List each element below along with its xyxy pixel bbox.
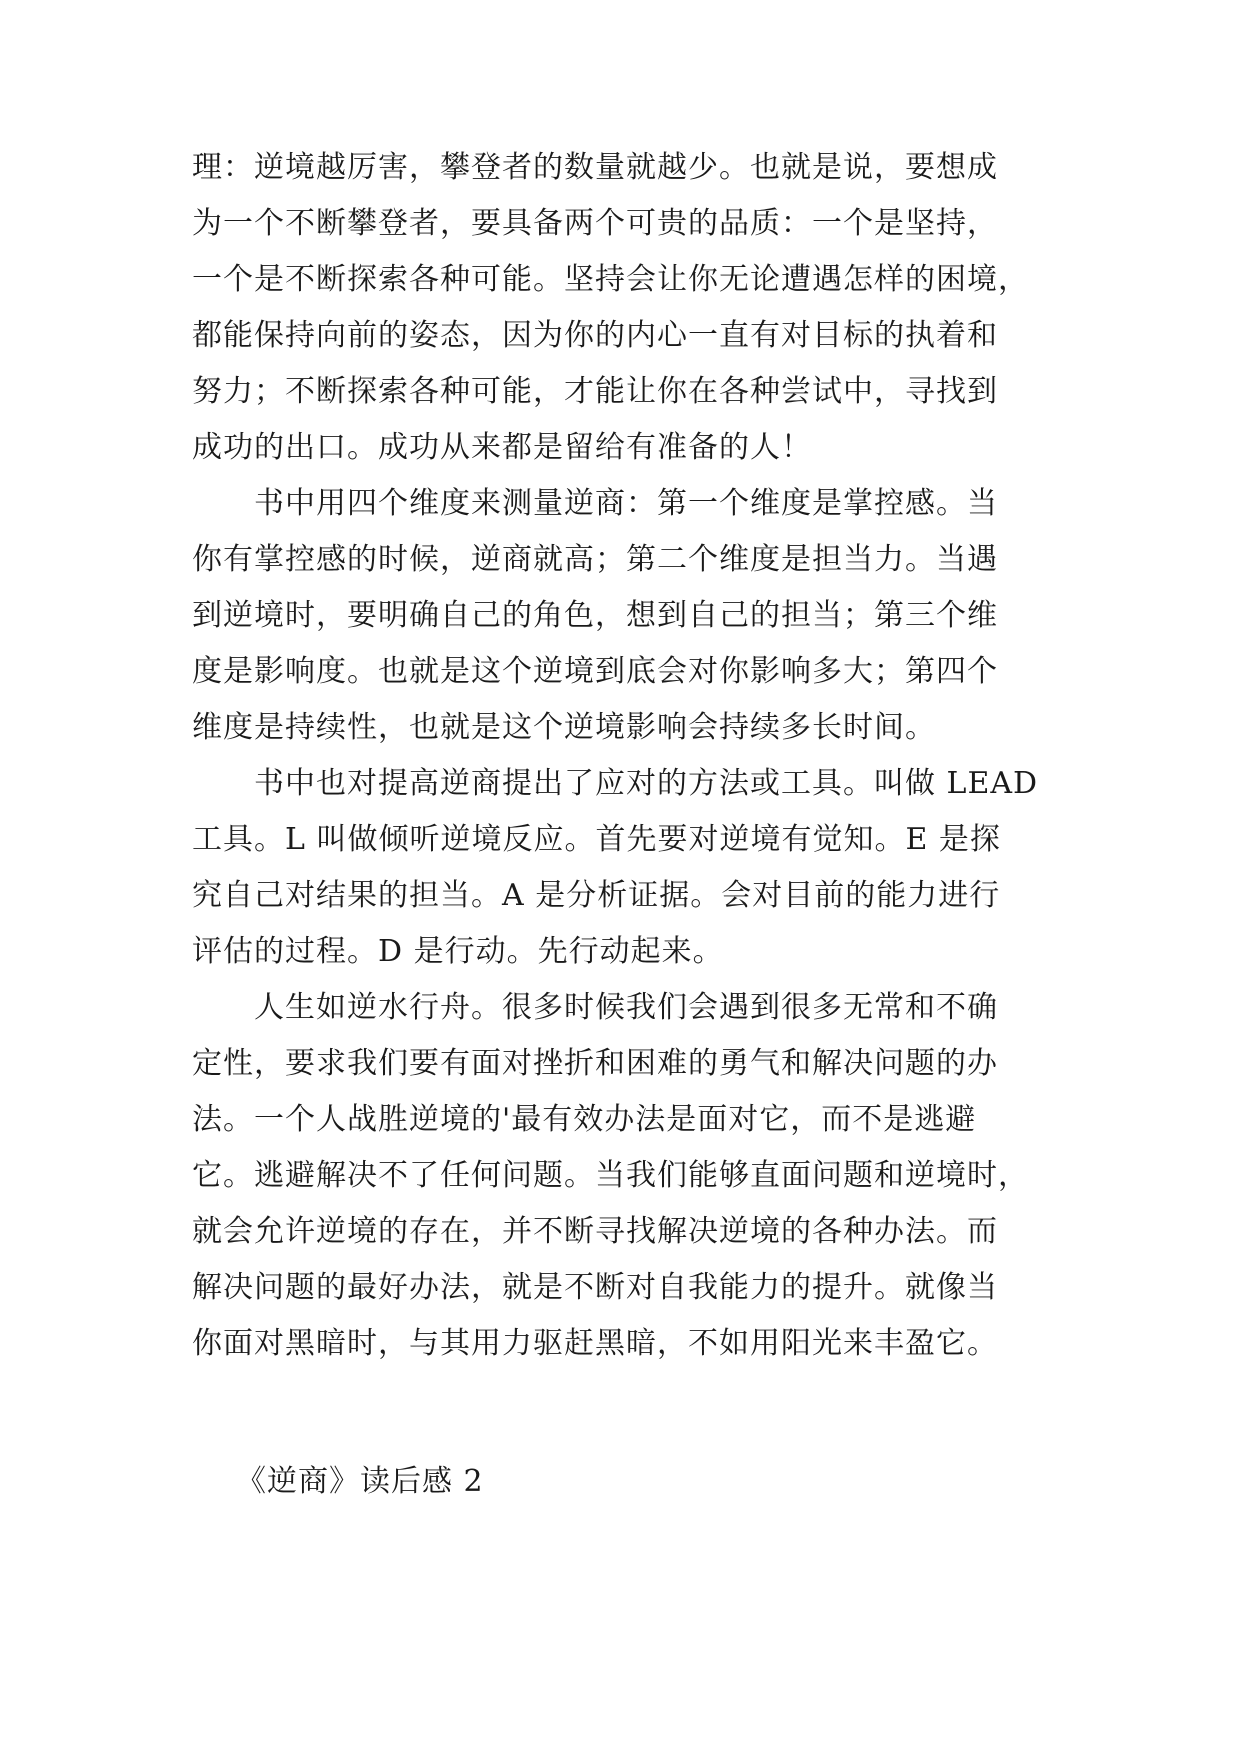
- paragraph-1-line-5: 努力；不断探索各种可能，才能让你在各种尝试中，寻找到: [192, 374, 998, 409]
- paragraph-2-line-4: 度是影响度。也就是这个逆境到底会对你影响多大；第四个: [192, 654, 998, 689]
- paragraph-4-line-3: 法。一个人战胜逆境的'最有效办法是面对它，而不是逃避: [192, 1102, 977, 1137]
- paragraph-3-line-3: 究自己对结果的担当。A 是分析证据。会对目前的能力进行: [192, 878, 1001, 913]
- paragraph-4-line-5: 就会允许逆境的存在，并不断寻找解决逆境的各种办法。而: [192, 1214, 998, 1249]
- paragraph-4-line-7: 你面对黑暗时，与其用力驱赶黑暗，不如用阳光来丰盈它。: [192, 1326, 998, 1361]
- paragraph-3-line-1: 书中也对提高逆商提出了应对的方法或工具。叫做 LEAD: [254, 766, 1039, 801]
- paragraph-2-line-2: 你有掌控感的时候，逆商就高；第二个维度是担当力。当遇: [192, 542, 998, 577]
- paragraph-4-line-2: 定性，要求我们要有面对挫折和困难的勇气和解决问题的办: [192, 1046, 998, 1081]
- paragraph-2-line-3: 到逆境时，要明确自己的角色，想到自己的担当；第三个维: [192, 598, 998, 633]
- paragraph-1-line-2: 为一个不断攀登者，要具备两个可贵的品质：一个是坚持，: [192, 206, 998, 241]
- paragraph-1-line-4: 都能保持向前的姿态，因为你的内心一直有对目标的执着和: [192, 318, 998, 353]
- paragraph-2-line-5: 维度是持续性，也就是这个逆境影响会持续多长时间。: [192, 710, 936, 745]
- paragraph-4-line-6: 解决问题的最好办法，就是不断对自我能力的提升。就像当: [192, 1270, 998, 1305]
- paragraph-4-line-4: 它。逃避解决不了任何问题。当我们能够直面问题和逆境时，: [192, 1158, 1029, 1193]
- paragraph-1-line-3: 一个是不断探索各种可能。坚持会让你无论遭遇怎样的困境，: [192, 262, 1029, 297]
- paragraph-1-line-6: 成功的出口。成功从来都是留给有准备的人！: [192, 430, 812, 465]
- paragraph-4-line-1: 人生如逆水行舟。很多时候我们会遇到很多无常和不确: [254, 990, 998, 1025]
- paragraph-3-line-4: 评估的过程。D 是行动。先行动起来。: [192, 934, 724, 969]
- paragraph-3-line-2: 工具。L 叫做倾听逆境反应。首先要对逆境有觉知。E 是探: [192, 822, 1001, 857]
- paragraph-1-line-1: 理：逆境越厉害，攀登者的数量就越少。也就是说，要想成: [192, 150, 998, 185]
- section-heading: 《逆商》读后感 2: [236, 1464, 484, 1499]
- paragraph-2-line-1: 书中用四个维度来测量逆商：第一个维度是掌控感。当: [254, 486, 998, 521]
